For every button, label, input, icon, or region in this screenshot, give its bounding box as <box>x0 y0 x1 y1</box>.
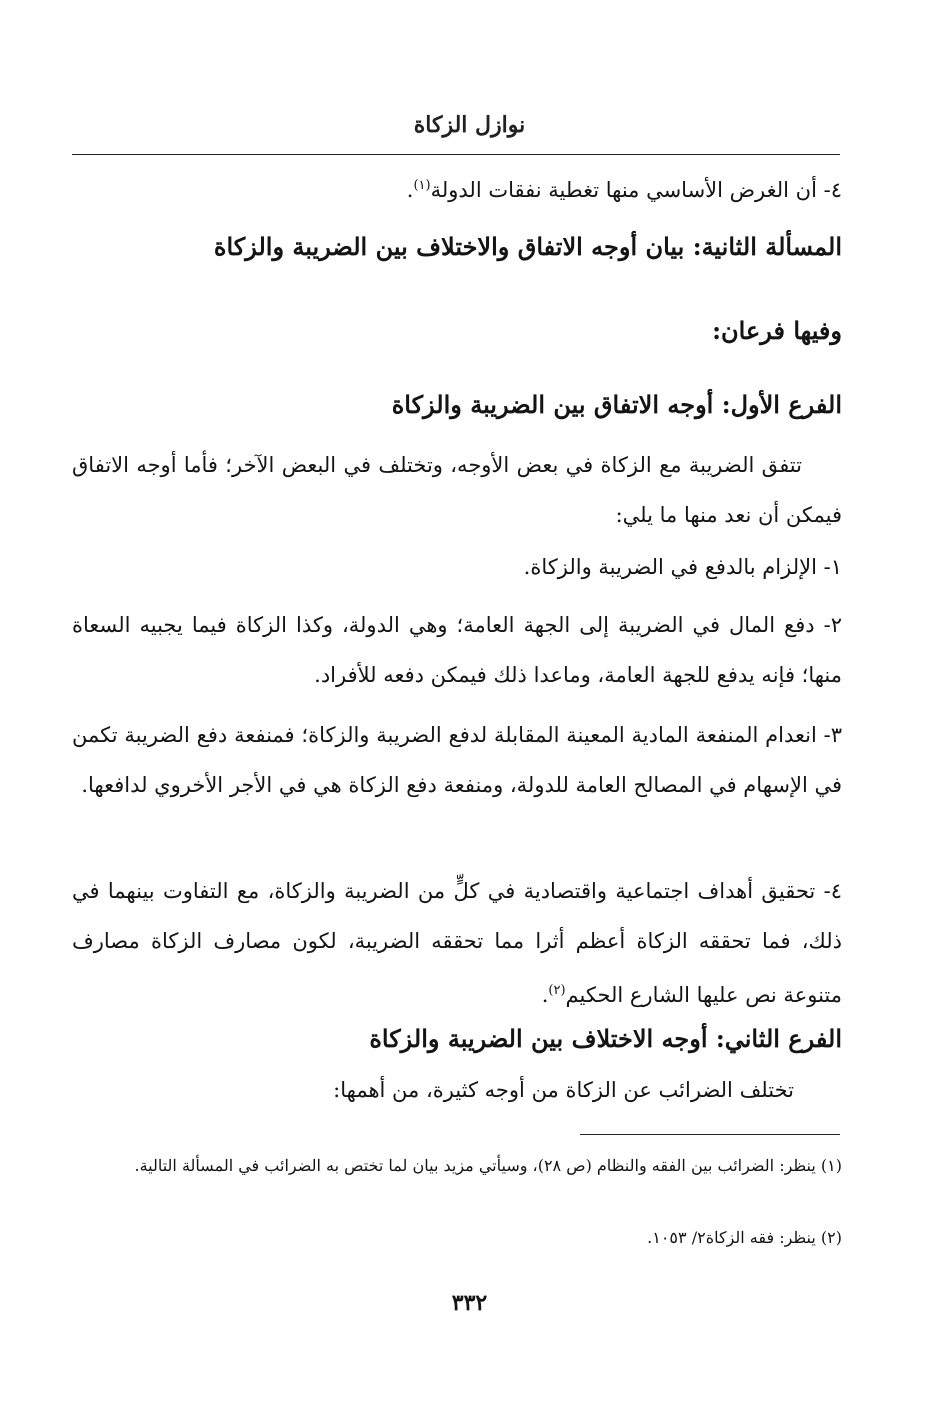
header-divider <box>72 154 840 155</box>
footnote-ref-1[interactable]: (١) <box>413 178 431 193</box>
point-4-end: . <box>541 983 549 1007</box>
point-1: ١- الإلزام بالدفع في الضريبة والزكاة. <box>523 555 842 579</box>
footnote-1: (١) ينظر: الضرائب بين الفقه والنظام (ص ٢٨)، وسيأتي مزيد بيان لما تختص به الضرائب في المسألة التالية. <box>134 1156 842 1175</box>
point-2: ٢- دفع المال في الضريبة إلى الجهة العامة؛ وهي الدولة، وكذا الزكاة فيما يجبيه السعاة منها؛ فإنه يدفع للجهة العامة، وماعدا ذلك فيمكن دفعه للأفراد. <box>72 613 842 687</box>
branch-1-paragraph: تتفق الضريبة مع الزكاة في بعض الأوجه، وتختلف في البعض الآخر؛ فأما أوجه الاتفاق فيمكن أن نعد منها ما يلي: <box>72 453 842 527</box>
footnote-2: (٢) ينظر: فقه الزكاة٢/ ١٠٥٣. <box>647 1228 842 1247</box>
branch-2-heading: الفرع الثاني: أوجه الاختلاف بين الضريبة والزكاة <box>369 1024 842 1053</box>
point-4-text: ٤- تحقيق أهداف اجتماعية واقتصادية في كلٍّ من الضريبة والزكاة، مع التفاوت بينهما في ذلك، فما تحققه الزكاة أعظم أثرا مما تحققه الضريبة، لكون مصارف الزكاة مصارف متنوعة نص عليها الشارع الحكيم <box>72 879 842 1007</box>
branch-1-heading: الفرع الأول: أوجه الاتفاق بين الضريبة والزكاة <box>391 390 842 419</box>
list-item-4-revenue <box>407 178 842 202</box>
footnote-divider <box>580 1134 840 1135</box>
running-header-title: نوازل الزكاة <box>413 112 526 138</box>
page-number: ٣٣٢ <box>451 1290 488 1316</box>
point-3: ٣- انعدام المنفعة المادية المعينة المقابلة لدفع الضريبة والزكاة؛ فمنفعة دفع الضريبة تكمن في الإسهام في المصالح العامة للدولة، ومنفعة دفع الزكاة هي في الأجر الأخروي لدافعها. <box>72 723 842 797</box>
point-4 <box>72 866 842 1020</box>
subsection-intro: وفيها فرعان: <box>712 316 842 345</box>
section-heading-issue-2: المسألة الثانية: بيان أوجه الاتفاق والاختلاف بين الضريبة والزكاة <box>213 232 842 261</box>
branch-2-intro: تختلف الضرائب عن الزكاة من أوجه كثيرة، من أهمها: <box>333 1078 794 1102</box>
list-item-text: ٤- أن الغرض الأساسي منها تغطية نفقات الدولة <box>430 178 842 202</box>
footnote-ref-2[interactable]: (٢) <box>548 983 566 998</box>
list-item-end: . <box>406 178 414 202</box>
